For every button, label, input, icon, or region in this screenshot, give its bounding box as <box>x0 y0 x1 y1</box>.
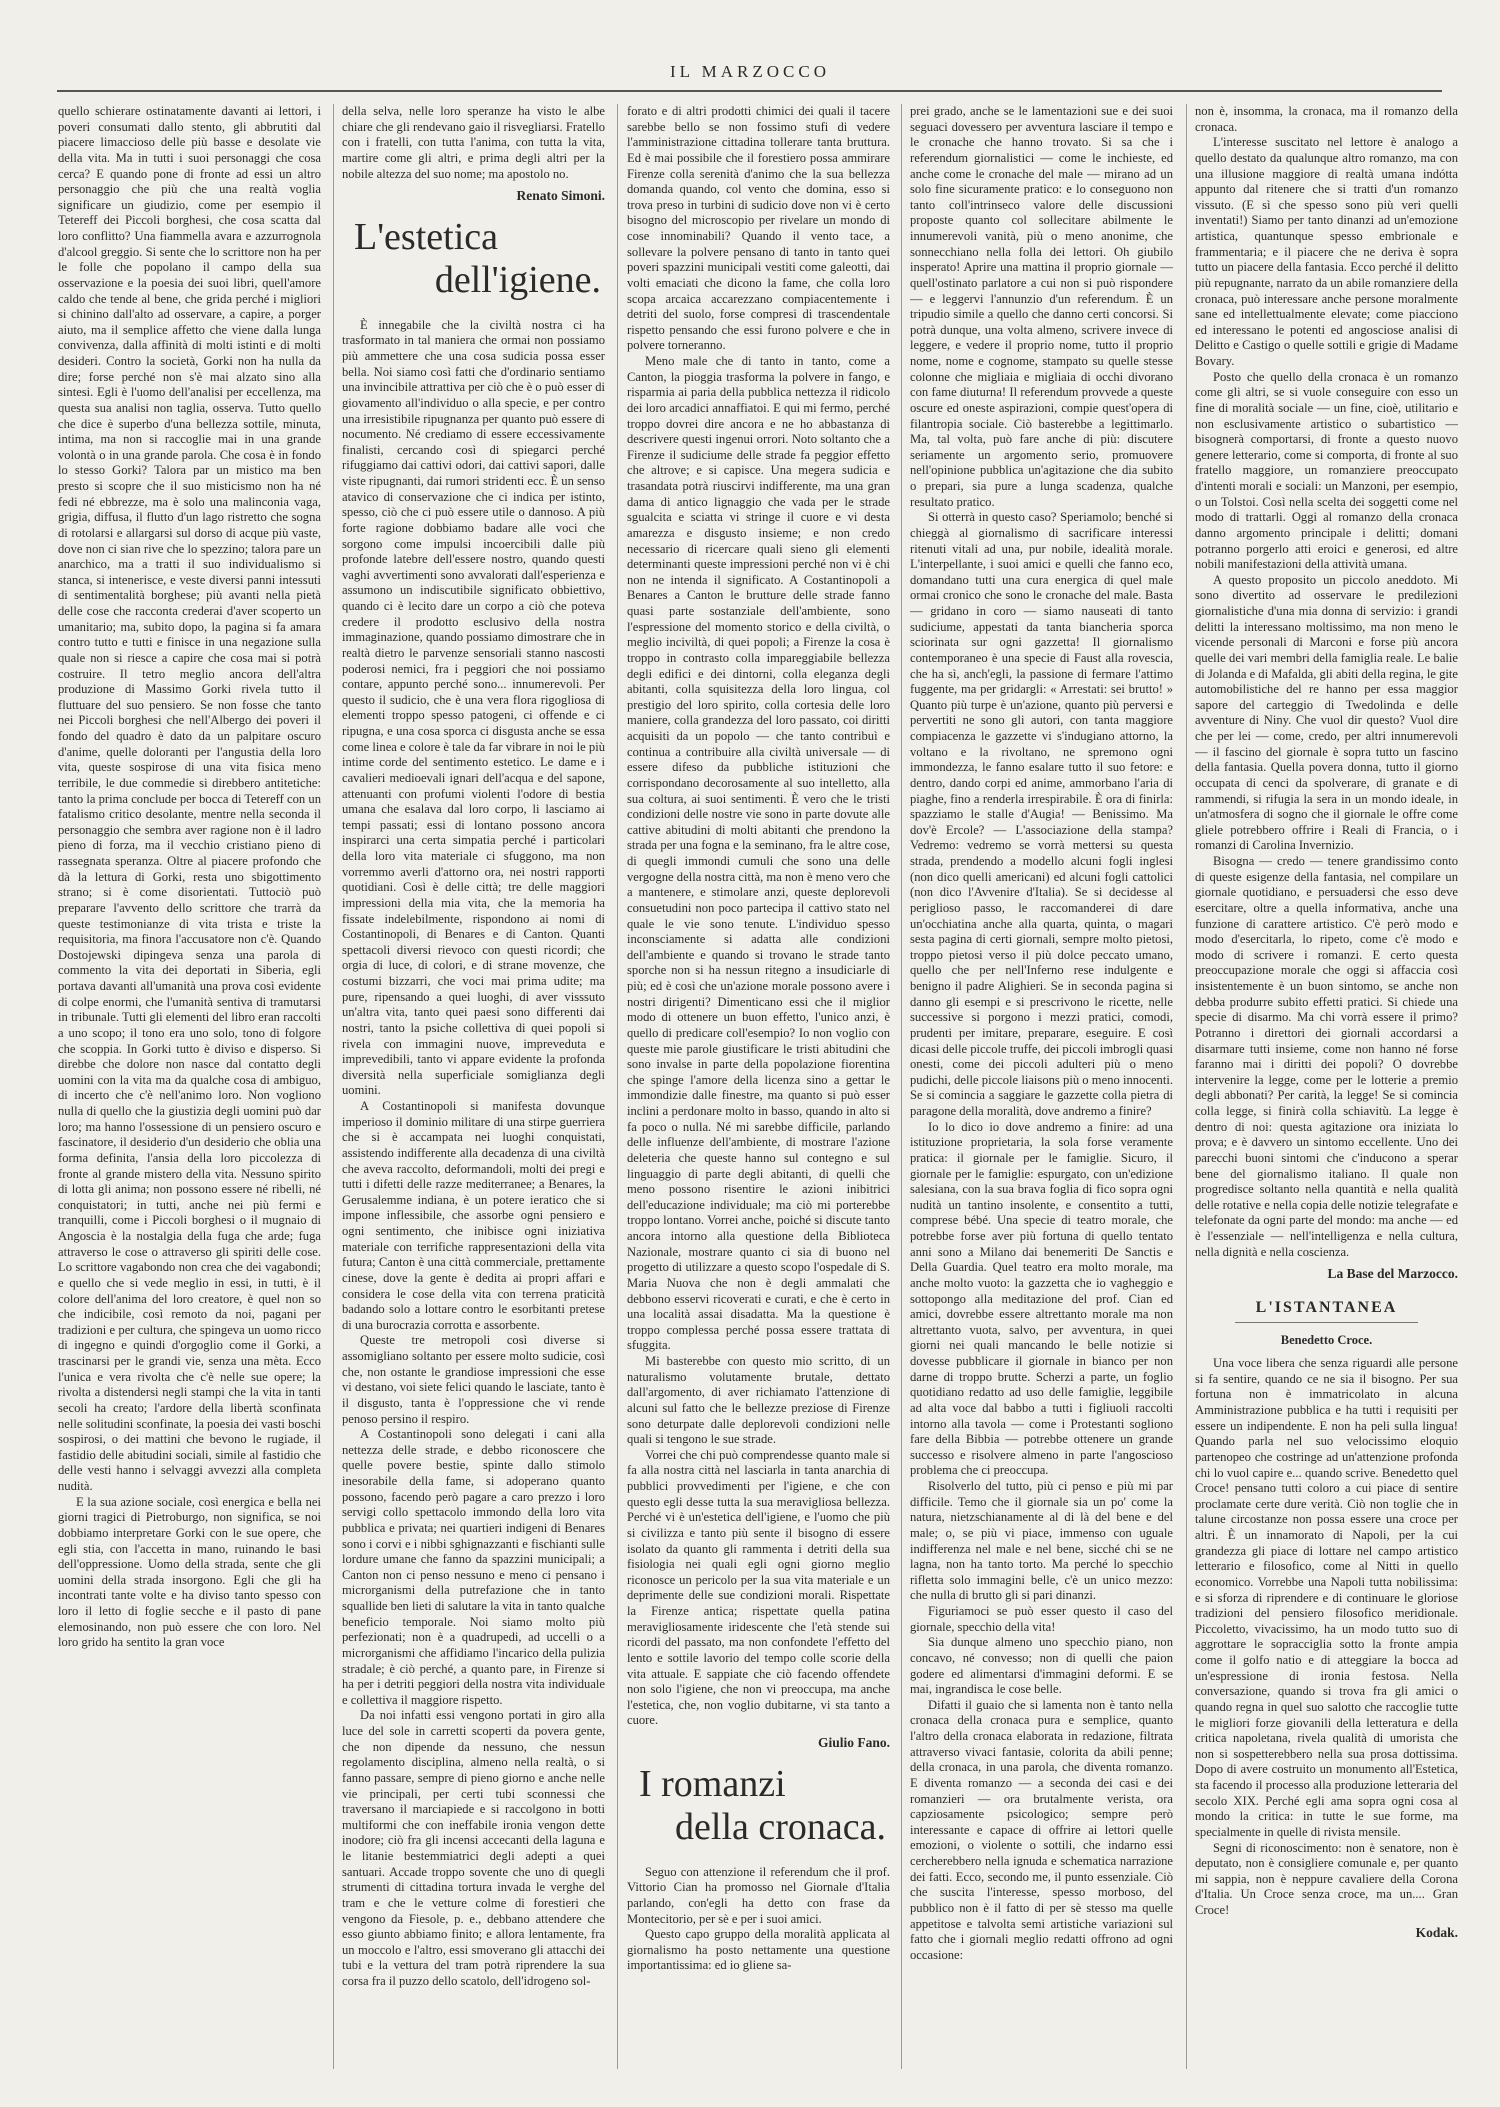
article-paragraph: Una voce libera che senza riguardi alle persone si fa sentire, quando ce ne sia il bisogno. Per sua fortuna non è immatricolato in alcuna Amministrazione pubblica e ha tutti i requisiti per essere un indipendente. E non ha peli sulla lingua! Quando parla nel suo velocissimo eloquio partenopeo che costringe ad un'attenzione profonda chi lo vuol capire e... quando scrive. Benedetto quel Croce! pensano tutti coloro a cui piace di sentire proclamate certe dure verità. Ciò non toglie che in talune circostanze non possa essere una croce per altri. È un innamorato di Napoli, per la cui grandezza gli piace di lottare nel campo artistico letterario e filosofico, come al Nitti in quello economico. Vorrebbe una Napoli tutta nobilissima: e si sforza di riprendere e di continuare le gloriose tradizioni del pensiero filosofico meridionale. Piccoletto, vivacissimo, ha un modo tutto suo di aggrottare le sopracciglia sotto la fronte ampia come il golfo natio e di atteggiare la bocca ad un'espressione di ironia festosa. Nella conversazione, quando si trova fra gli amici o quando regna in quel suo salotto che raccoglie tutte le migliori forze giovanili della letteratura e della critica napoletana, rivela qualità di umorista che non si sospetterebbero nella sua prosa dottissima. Dopo di avere costruito un monumento all'Estetica, sta facendo il processo alla produzione letteraria del secolo XIX. Perché egli ama sopra ogni cosa al mondo la critica: in tutte le sue forme, ma specialmente in quelle di rivista mensile. <box>1195 1356 1458 1839</box>
author-signature: La Base del Marzocco. <box>1327 1266 1458 1282</box>
author-signature: Kodak. <box>1415 1924 1458 1940</box>
section-rule <box>1235 1322 1418 1323</box>
column-3 <box>627 104 890 2079</box>
article-paragraph: Queste tre metropoli così diverse si assomigliano soltanto per essere molto sudicie, così che, non ostante le grandiose impressioni che esse vi destano, voi siete felici quando le lasciate, tanto è il disgusto, tanta è l'oppressione che vi rende penoso persino il respiro. <box>342 1333 605 1426</box>
article-paragraph: della selva, nelle loro speranze ha visto le albe chiare che gli rendevano gaio il risvegliarsi. Fratello con i fratelli, con tutta l'anima, con tutta la vita, martire come gli altri, e prima degli altri per la nobile altezza del suo nome; ma apostolo no. <box>342 104 605 181</box>
newspaper-title: IL MARZOCCO <box>669 62 830 81</box>
article-paragraph: quello schierare ostinatamente davanti ai lettori, i poveri consumati dallo stento, gli abbrutiti dal piacere limaccioso delle più basse e desolate vie della vita. Ma in tutti i suoi personaggi che cosa cerca? E quando pone di fronte ad essi un altro personaggio che più che una realtà voglia significare un giudizio, come per esempio il Tetereff dei Piccoli borghesi, che cosa scatta dal loro conflitto? Una fiammella avara e azzurrognola d'alcool greggio. Si sente che lo scrittore non ha per le folle che popolano il campo della sua osservazione e la poesia dei suoi libri, quell'amore caldo che tende al bene, che grida perché i migliori si chinino dall'alto ad osservare, a capire, a porger aiuto, ma il semplice affetto che viene dalla lunga convivenza, dalla affinità di molti istinti e di molti desideri. Contro la società, Gorki non ha nulla da dire; forse perché non s'è mai alzato sino alla sintesi. Egli è l'uomo dell'analisi per eccellenza, ma questa sua analisi non taglia, osserva. Tutto quello che dice è superbo d'una bellezza sottile, minuta, intima, ma non si raccoglie mai in una grande volontà o in una grande parola. Che cosa è in fondo lo stesso Gorki? Talora par un mistico ma ben presto si scopre che il suo misticismo non ha né fedi né ebbrezze, ma è solo una malinconia vaga, grigia, diffusa, il flutto d'un lago ristretto che sogna di rotolarsi e allargarsi sul dorso di acque più vaste, dove non ci sian rive che lo spezzino; talora pare un anarchico, ma a tratti il suo individualismo si stanca, si intenerisce, e veste diversi panni intessuti di sentimentalità borghese; più avanti nella pietà delle cose che racconta crederai d'aver scoperto un umanitario; ma, subito dopo, la pagina si fa amara contro tutto e tutti e finisce in una negazione sulla quale non si riesce a capire che cosa mai si potrà costruire. Il tetro meglio ancora dell'altra produzione di Massimo Gorki rivela tutto il fluttuare del suo pensiero. Se non fosse che tanto nei Piccoli borghesi che nell'Albergo dei poveri il fondo del quadro è dato da un palpitare oscuro d'anime, quelle doloranti per l'angustia della loro vita, queste sospirose di una vita fisica meno terribile, le due commedie si direbbero antitetiche: tanto la prima conclude per bocca di Tetereff con un fatalismo critico desolante, mentre nella seconda il personaggio che sembra aver ragione non è il ladro pieno di forza, ma il vecchio cristiano pieno di rassegnata speranza. Oltre al piacere profondo che dà la lettura di Gorki, resta uno sbigottimento strano; si è come disorientati. Tuttociò può preparare l'avvento dello scrittore che trarrà da queste testimonianze di vita trista e triste la requisitoria, ma finora l'accusatore non c'è. Quando Dostojewski dipingeva senza una parola di commento la vita dei deportati in Siberia, egli portava davanti all'umanità una prova così evidente di colpe enormi, che l'umanità sentiva di tramutarsi in tribunale. Tutti gli elementi del libro eran raccolti a uno scopo; il tono era uno solo, tono di folgore che scoppia. In Gorki tutto è diviso e disperso. Si direbbe che dolore non nasce dal contatto degli uomini con la vita ma da qualche cosa di ambiguo, di incerto che c'è nell'animo loro. Non vogliono nulla di quello che la giustizia degli uomini può dar loro; ma hanno l'ossessione di un pensiero oscuro e fascinatore, il desiderio d'un desiderio che oblia una forma definita, l'ansia della loro piccolezza di fronte al grande mistero della vita. Nessuno spirito di lotta gli anima; non possono essere né ribelli, né conquistatori; in tutti, anche nei più fermi e tranquilli, come i Piccoli borghesi o il mugnaio di Angoscia è la nostalgia della fuga che arde; fuga attraverso le cose o attraverso gli spiriti delle cose. Lo scrittore vagabondo non crea che dei vagabondi; e quello che si vede meglio in essi, in tutti, è il colore dell'anima del loro creatore, è quel non so che indicibile, così remoto da noi, pagani per tradizioni e per cultura, che spingeva un uomo ricco di ingegno e quindi d'orgoglio come il Gorki, a trascinarsi per le grandi vie, senza una mèta. Ecco l'unica e vera rivolta che c'è nelle sue opere; la rivolta a distendersi negli stampi che la vita in tanti secoli ha creato; l'ardore della libertà sconfinata nelle solitudini sconfinate, la poesia dei vasti boschi sospirosi, o dei mattini che bevono le rugiade, il fastidio delle abitudini sociali, simile al fastidio che delle vesti hanno i selvaggi avvezzi alla completa nudità. <box>58 104 321 1493</box>
column-rule <box>617 104 618 2069</box>
headline-line: I romanzi <box>639 1762 786 1805</box>
article-paragraph: Posto che quello della cronaca è un romanzo come gli altri, se si vuole conseguire con esso un fine di moralità sociale — un fine, cioè, utilitario e non esclusivamente artistico o subartistico — bisognerà comportarsi, di fronte a questo nuovo genere letterario, come si comporta, di fronte al suo fratello maggiore, un romanziere preoccupato d'intenti morali e sociali: un Manzoni, per esempio, o un Tolstoi. Così nella scelta dei soggetti come nel modo di trattarli. Oggi al romanzo della cronaca danno argomento principale i delitti; domani potranno porgerlo atti eroici e generosi, ed altre nobili manifestazioni della attività umana. <box>1195 369 1458 572</box>
author-signature: Renato Simoni. <box>516 188 605 204</box>
headline-line: dell'igiene. <box>434 258 601 301</box>
article-paragraph: È innegabile che la civiltà nostra ci ha trasformato in tal maniera che ormai non possiamo più ammettere che una cosa sudicia possa esser bella. Noi siamo così fatti che d'ordinario sentiamo una invincibile attrattiva per ciò che è o può esser di giovamento all'individuo o alla specie, e per contro una irresistibile ripugnanza per quanto può essere di nocumento. Né crediamo di essere eccessivamente finalisti, cercando così di spiegarci perché rifuggiamo dai cattivi odori, dai cattivi sapori, dalle viste ripugnanti, dai rumori stridenti ecc. È un senso atavico di conservazione che ci indica per istinto, spesso, ciò che ci può essere utile o dannoso. A più forte ragione dobbiamo badare alle voci che sorgono come impulsi incoercibili dalle più profonde latebre dell'essere nostro, quando questi vaghi avvertimenti sono avvalorati dall'esperienza e assumono un indiscutibile significato obbiettivo, quando ci è lecito dare un corpo a ciò che poteva credere il prodotto esclusivo della nostra immaginazione, quando possiamo dimostrare che in realtà dietro le parvenze sensoriali stanno nascosti poderosi nemici, fra i peggiori che noi possiamo contare, appunto perché sono... innumerevoli. Per questo il sudicio, che è una vera flora rigogliosa di elementi troppo spesso patogeni, ci offende e ci ripugna, e una cosa sporca ci disgusta anche se essa come linea e colore è tale da far vibrare in noi le più intime corde del sentimento estetico. Le dame e i cavalieri medioevali ignari dell'acqua e del sapone, attenuanti con profumi violenti l'odore di bestia umana che esalava dal loro corpo, li lasciamo ai tempi passati; essi di lontano possono ancora inspirarci una certa simpatia perché i particolari della loro vita materiale ci sfuggono, ma non vorremmo averli d'attorno ora, nei nostri rapporti quotidiani. Così è delle città; tre delle maggiori impressioni della mia vita, che la memoria ha fissate indelebilmente, rispondono ai nomi di Costantinopoli, di Benares e di Canton. Quanti spettacoli diversi rievoco con questi ricordi; che orgia di luce, di colori, e di strane movenze, che costumi bizzarri, che voci mai prima udite; ma pure, ripensando a quei luoghi, di aver visssuto un'altra vita, tanto quei paesi sono differenti dai nostri, tanto la psiche collettiva di quei popoli si rivela con immagini nuove, impreveduta e imprevedibili, tanto vi appare evidente la profonda diversità nella superficiale somiglianza degli uomini. <box>342 317 605 1098</box>
article-paragraph: Da noi infatti essi vengono portati in giro alla luce del sole in carretti scoperti da povera gente, che non dipende da nessuno, che nessun regolamento disciplina, almeno nella realtà, o si fanno passare, sempre di pieno giorno e anche nelle vie principali, per certi tubi sconnessi che traversano il marciapiede e si raccolgono in botti multiformi che con ineffabile ironia vengon dette inodore; ciò fra gli incensi accecanti della laguna e le litanie bestemmiatrici degli adepti a quei santuari. Accade troppo sovente che uno di quegli strumenti di cittadina tortura invada le verghe del tram e che le vetture colme di forestieri che vengono da Fiesole, p. e., debbano attendere che esso giunto abbiamo finito; e allora lentamente, fra un moccolo e l'altro, essi smoverano gli attacchi dei tubi e la vettura del tram potrà riprendere la sua corsa fra il puzzo dello scatolo, dell'idrogeno sol- <box>342 1708 605 1988</box>
headline-line: L'estetica <box>354 215 498 258</box>
column-2 <box>342 104 605 2079</box>
article-paragraph: Io lo dico io dove andremo a finire: ad una istituzione proprietaria, la sola forse veramente pratica: il giornale per le famiglie. Sicuro, il giornale per le famiglie: espurgato, con un'edizione salesiana, con la sua brava foglia di fico sopra ogni nudità un tantino insolente, e consentito a tutti, comprese bébé. Una specie di teatro morale, che potrebbe forse aver più fortuna di quello tentato anni sono a Milano dai benemeriti De Sanctis e Della Guardia. Quel teatro era molto morale, ma anche molto vuoto: la gazzetta che io vagheggio e sottopongo alla meditazione del prof. Cian ed amici, dovrebbe essere altrettanto morale ma non altrettanto vuota, salvo, per avventura, in quei giorni nei quali mancando le belle notizie si dovesse pubblicare il giornale in bianco per non darne di troppo brutte. Scherzi a parte, un foglio quotidiano redatto ad uso delle famiglie, leggibile ad alta voce dal babbo a tutti i figliuoli raccolti intorno alla tavola — come i Protestanti sogliono fare della Bibbia — potrebbe ottenere un grande successo e risolvere almeno in parte l'angoscioso problema che ci preoccupa. <box>910 1119 1173 1478</box>
article-paragraph: Seguo con attenzione il referendum che il prof. Vittorio Cian ha promosso nel Giornale d'Italia parlando, con'egli ha detto con frase da Montecitorio, per sè e per i suoi amici. <box>627 1864 890 1926</box>
article-paragraph: Meno male che di tanto in tanto, come a Canton, la pioggia trasforma la polvere in fango, e risparmia ai paria della pubblica nettezza il ridicolo dei loro arcadici annaffiatoi. E qui mi fermo, perché troppo dovrei dire ancora e ne ho abbastanza di descrivere questi ingenui orrori. Noto soltanto che a Firenze il sudiciume delle strade fa peggior effetto che altrove; e si capisce. Una megera sudicia e trasandata potrà riuscirvi indifferente, ma una gran dama di antico lignaggio che vada per le strade sgualcita e sciatta vi stringe il cuore e vi desta amarezza e disgusto insieme; e non credo necessario di ricercare quali sieno gli elementi determinanti queste impressioni perché non vi è chi non ne intenda il significato. A Costantinopoli a Benares a Canton le brutture delle strade fanno quasi parte sostanziale dell'ambiente, sono l'espressione del momento storico e della civiltà, o meglio inciviltà, di quei popoli; a Firenze la cosa è troppo in contrasto colla impareggiabile bellezza degli edifici e dei dintorni, colla eleganza degli abitanti, colla squisitezza della loro lingua, col prestigio del loro spirito, colla cortesia delle loro maniere, colla grandezza del loro passato, coi diritti acquisiti da un popolo — che tanto contribuì e continua a contribuire alla civiltà universale — di essere difeso da pubbliche istituzioni che corrispondano decorosamente al suo intelletto, alla sua coltura, ai suoi sentimenti. È vero che le tristi condizioni delle nostre vie sono in parte dovute alle cattive abitudini di molti abitanti che prendono la strada per una fogna e la seminano, fra le altre cose, di quegli immondi cumuli che sono una delle vergogne della nostra città, ma non è meno vero che a mantenere, e stimolare anzi, queste deplorevoli consuetudini non poco partecipa il cattivo stato nel quale le vie sono tenute. L'individuo spesso inconsciamente si adatta alle condizioni dell'ambiente e quando si trovano le strade tanto sporche non si ha nessun ritegno a insudiciarle di più; ed è così che un'azione morale possono avere i nostri dirigenti? Dimenticano essi che il miglior modo di ottenere un buon effetto, l'unico anzi, è quello di predicare coll'esempio? Io non voglio con queste mie parole giustificare le tristi abitudini che sono invalse in parte della popolazione fiorentina che spinge l'amore della licenza sino a gettar le immondizie dalle finestre, ma quanto si può esser inclini a perdonare molto in basso, quando in alto si fa poco o nulla. Né mi sarebbe difficile, parlando delle influenze dell'ambiente, di mostrare l'azione deleteria che queste hanno sul contegno e sul linguaggio di parte degli abitanti, di quelli che meno possono risentire le azioni inibitrici dell'educazione individuale; ma ciò mi porterebbe troppo lontano. Vorrei anche, poiché si discute tanto ancora intorno alla questione della Biblioteca Nazionale, mostrare quanto ci sia di buono nel progetto di utilizzare a questo scopo l'ospedale di S. Maria Nuova che non è degli ammalati che debbono esservi ricoverati e curati, e che è certo in una località assai disadatta. Ma la questione è troppo complessa perché possa essere trattata di sfuggita. <box>627 354 890 1353</box>
column-5 <box>1195 104 1458 2079</box>
article-headline <box>342 216 605 302</box>
article-paragraph: Questo capo gruppo della moralità applicata al giornalismo ha posto nettamente una questione importantissima: ed io gliene sa- <box>627 1927 890 1973</box>
author-signature: Giulio Fano. <box>817 1735 890 1750</box>
article-paragraph: E la sua azione sociale, così energica e bella nei giorni tragici di Pietroburgo, non significa, se noi dobbiamo interpretare Gorki con le sue opere, che egli stia, con l'accetta in mano, ruinando le basi dell'oppressione. Uomo della strada, sente che gli uomini della strada insorgono. Egli che gli ha incontrati tante volte e ha diviso tanto spesso con loro il letto di foglie secche e il pasto di pane elemosinando, non può essere che con loro. Nel loro grido ha sentito la gran voce <box>58 1494 321 1650</box>
column-rule <box>901 104 902 2069</box>
column-rule <box>1186 104 1187 2069</box>
masthead <box>0 0 1500 92</box>
article-paragraph: Vorrei che chi può comprendesse quanto male si fa alla nostra città nel lasciarla in tanta anarchia di pubblici provvedimenti per l'igiene, e che con questo egli desse tutta la sua meravigliosa bellezza. Perché vi è un'estetica dell'igiene, e l'uomo che più si civilizza e tanto più sente il bisogno di essere isolato da quanto gli rammenta i detriti della sua fisiologia nei quali egli ogni giorno meglio riconosce un pericolo per la sua vita materiale e un deprimente delle sue condizioni morali. Rispettate la Firenze antica; rispettate quella patina meravigliosamente iridescente che l'età stende sui ricordi del passato, ma non confondete l'effetto del lento e sottile lavorio del tempo colle scorie della vita attuale. E sappiate che ciò facendo offendete non solo l'igiene, che non vi preoccupa, ma anche l'estetica, che, non voglio dubitarne, vi sta tanto a cuore. <box>627 1447 890 1728</box>
article-paragraph: Difatti il guaio che si lamenta non è tanto nella cronaca della cronaca pura e semplice, quanto l'altro della cronaca elaborata in redazione, filtrata attraverso vivaci fantasie, colorita da abili penne; della cronaca, in una parola, che diventa romanzo. E diventa romanzo — a seconda dei casi e dei romanzieri — ora brutalmente verista, ora capziosamente psicologico; sempre però interessante e capace di offrire ai lettori quelle emozioni, o violente o sottili, che indarno essi cercherebbero nella ignuda e schematica narrazione dei fatti. Ecco, secondo me, il punto essenziale. Ciò che suscita l'interesse, spesso morboso, del pubblico non è il fatto di per sè stesso ma quelle appetitose e talvolta semi artistiche variazioni sul fatto che i giornali meglio redatti offrono ad ogni occasione: <box>910 1697 1173 1962</box>
article-paragraph: non è, insomma, la cronaca, ma il romanzo della cronaca. <box>1195 104 1458 134</box>
article-paragraph: Segni di riconoscimento: non è senatore, non è deputato, non è consigliere comunale e, per quanto mi sappia, non è neppure cavaliere della Corona d'Italia. Un Croce senza croce, ma un.... Gran Croce! <box>1195 1840 1458 1917</box>
article-paragraph: Risolverlo del tutto, più ci penso e più mi par difficile. Temo che il giornale sia un po' come la natura, nietzschianamente al di là del bene e del male; o, se più vi piace, immenso con uguale indifferenza nel male e nel bene, sicché chi se ne lagna, non ha tanto torto. Ma perché lo specchio rifletta solo immagini belle, c'è un unico mezzo: che nulla di brutto gli si pari dinanzi. <box>910 1479 1173 1603</box>
article-paragraph: Mi basterebbe con questo mio scritto, di un naturalismo volutamente brutale, dettato dall'argomento, di aver richiamato l'attenzione di alcuni sul fatto che le bellezze preziose di Firenze sono deturpate dalle deplorevoli condizioni nelle quali si tengono le sue strade. <box>627 1354 890 1447</box>
article-paragraph: Si otterrà in questo caso? Speriamolo; benché si chieggà al giornalismo di sacrificare interessi ritenuti vitali ad una, pur nobile, idealità morale. L'interpellante, i suoi amici e quelli che fanno eco, domandano tutti una cura energica di quel male ormai cronico che sono le cronache del male. Basta — gridano in coro — siamo nauseati di tanto sudiciume, appestati da tanta biancheria sporca sciorinata sur ogni gazzetta! Il giornalismo contemporaneo è una specie di Faust alla rovescia, che ha sì, anch'egli, la passione di fermare l'attimo fuggente, ma per gridargli: « Arrestati: sei brutto! » Quanto più turpe è un'azione, quanto più perversi e pervertiti ne sono gli autori, con tanta maggiore compiacenza le gazzette vi s'indugiano attorno, la voltano e la rivoltano, ne spremono ogni immondezza, le fanno esalare tutto il suo fetore: e dentro, dando corpi ed anime, ammorbano l'aria di piaghe, fino a renderla irrespirabile. È ora di finirla: spazziamo le stalle d'Augia! — Benissimo. Ma dov'è Ercole? — L'associazione della stampa? Vedremo: vedremo se vorrà mettersi su questa strada, prendendo a modello alcuni fogli inglesi (non dico quelli americani) ed alcuni fogli cattolici (non dico l'Avvenire d'Italia). Se si decidesse al periglioso passo, le raccomanderei di dare un'occhiatina anche alla quarta, quinta, o magari sesta pagina di certi giornali, sempre molto pietosi, troppo pietosi verso il più dolce peccato umano, quello che per nell'Inferno rese indulgente e benigno il padre Alighieri. Se in seconda pagina si danno gli esempi e si prescrivono le ricette, nelle successive si porgono i mezzi pratici, comodi, prudenti per imitare, preparare, eseguire. E così dicasi delle piccole truffe, dei piccoli imbrogli quasi onesti, come dei piccoli adulteri più o meno pudichi, delle piccole liaisons più o meno innocenti. Se si comincia a saggiare le gazzette colla pietra di paragone della moralità, dove andremo a finire? <box>910 510 1173 1118</box>
column-4 <box>910 104 1173 2079</box>
article-paragraph: Sia dunque almeno uno specchio piano, non concavo, né convesso; non di quelli che paion godere ed alimentarsi d'immagini deformi. E se mai, ingrandisca le cose belle. <box>910 1635 1173 1697</box>
column-1 <box>58 104 321 2079</box>
article-paragraph: A Costantinopoli sono delegati i cani alla nettezza delle strade, e debbo riconoscere che quelle povere bestie, spinte dallo stimolo inesorabile della fame, si adoperano quanto possono, facendo però pagare a caro prezzo i loro servigi collo spettacolo immondo della loro vita pubblica e privata; nei quartieri indigeni di Benares sono i corvi e i nibbi sghignazzanti e fischianti sulle lordure umane che fanno da spazzini municipali; a Canton non ci penso nessuno e meno ci pensano i microrganismi della putrefazione che in tanto squallide ben lieti di salutare la vita in tanto qualche beneficio temporale. Noi siamo molto più perfezionati; non è a quadrupedi, ad uccelli o a microrganismi che affidiamo l'incarico della pulizia stradale; è ciò perché, a quanto pare, in Firenze si ha per i detriti peggiori della nostra vita individuale e collettiva il maggiore rispetto. <box>342 1427 605 1707</box>
section-subtitle: Benedetto Croce. <box>1280 1332 1373 1347</box>
article-headline <box>627 1763 890 1849</box>
article-paragraph: prei grado, anche se le lamentazioni sue e dei suoi seguaci dovessero per avventura lasciare il tempo e le cronache che hanno trovato. Si sa che i referendum giornalistici — come le inchieste, ed anche come le cronache del male — mirano ad un solo fine sicuramente pratico: e lo conseguono non tanto coll'intrinseco valore delle discussioni proposte quanto col sollecitare abilmente le innumerevoli vanità, più o meno anonime, che sonnecchiano nella folla dei lettori. Oh giubilo insperato! Aprire una mattina il proprio giornale — quell'ostinato parlatore a cui non si può rispondere — e leggervi l'annunzio d'un referendum. È un tripudio simile a quello che danno certi concorsi. Si potrà dunque, una volta almeno, scrivere invece di leggere, e vedere il proprio nome, tutto il proprio nome, nome e cognome, stampato su quelle stesse colonne che migliaia e migliaia di occhi divorano con fame diuturna! Il referendum provvede a queste oscure ed oneste aspirazioni, compie quest'opera di filantropia sociale. Ciò basterebbe a legittimarlo. Ma, tal volta, può fare anche di più: discutere seriamente un argomento serio, promuovere nell'opinione pubblica un'agitazione che dia subito o prepari, sia pure a lunga scadenza, qualche resultato pratico. <box>910 104 1173 509</box>
column-rule <box>333 104 334 2069</box>
article-paragraph: forato e di altri prodotti chimici dei quali il tacere sarebbe bello se non fossimo stufi di vedere l'amministrazione cittadina tollerare tanta bruttura. Ed è mai possibile che il forestiero possa ammirare Firenze colla serenità d'animo che la sua bellezza domanda quando, col vento che domina, esso si trova preso in turbini di sudicio dove non vi è certo bisogno del microscopio per rivelare un mondo di cose innominabili? Quando il vento tace, a sollevare la polvere pensano di tanto in tanto quei poveri spazzini municipali vestiti come galeotti, dai volti emaciati che dicono la fame, che colla loro scopa arcaica accarezzano compiacentemente i detriti del suolo, forse compresi di trascendentale rispetto pensando che essi furono polvere e che in polvere torneranno. <box>627 104 890 353</box>
article-paragraph: A questo proposito un piccolo aneddoto. Mi sono divertito ad osservare le predilezioni giornalistiche d'una mia donna di servizio: i grandi delitti la interessano moltissimo, ma non meno le vicende personali di Marconi e forse più ancora quelle dei vari membri della famiglia reale. Le balie di Jolanda e di Mafalda, gli abiti della regina, le gite automobilistiche del re hanno per essa maggior sapore del carteggio di Twedolinda e delle avventure di Niny. Che vuol dir questo? Vuol dire che per lei — come, credo, per altri innumerevoli — il fascino del giornale è sopra tutto un fascino della fantasia. Quella povera donna, tutto il giorno occupata di cenci da spolverare, di granate e di rammendi, si rifugia la sera in un mondo ideale, in un'atmosfera di sogno che il giornale le offre come gliele potrebbero offrire i Reali di Francia, o i romanzi di Carolina Invernizio. <box>1195 572 1458 853</box>
article-paragraph: Bisogna — credo — tenere grandissimo conto di queste esigenze della fantasia, nel compilare un giornale quotidiano, e persuadersi che esso deve esercitare, oltre a quella informativa, anche una funzione di carattere artistico. C'è però modo e modo d'esercitarla, lo ripeto, come c'è modo e modo di scrivere i romanzi. E certo questa preoccupazione morale che oggi si affaccia così insistentemente è un buon sintomo, se anche non debba produrre subito effetti pratici. Si chiede una specie di disarmo. Ma chi vorrà essere il primo? Potranno i direttori dei giornali accordarsi a disarmare tutti insieme, come non hanno né forse faranno mai i diritti dei popoli? O dovrebbe intervenire la legge, come per le lotterie a premio degli abbonati? Per carità, la legge! Se si comincia colla legge, si finirà colla schiavitù. La legge è dentro di noi: questa agitazione ora iniziata lo prova; e è davvero un sintomo eccellente. Uno dei parecchi buoni sintomi che c'inducono a sperar bene del giornalismo italiano. Il quale non progredisce soltanto nella quantità e nella qualità delle rotative e nella copia delle notizie telegrafate e telefonate da ogni parte del mondo: ma anche — ed è l'essenziale — nell'intelligenza e nella cultura, nella dignità e nella coscienza. <box>1195 854 1458 1259</box>
header-rule <box>57 90 1442 92</box>
article-paragraph: Figuriamoci se può esser questo il caso del giornale, specchio della vita! <box>910 1604 1173 1634</box>
headline-line: della cronaca. <box>675 1805 886 1848</box>
section-title: L'ISTANTANEA <box>1255 1298 1398 1316</box>
article-paragraph: L'interesse suscitato nel lettore è analogo a quello destato da qualunque altro romanzo, ma con una illusione maggiore di realtà umana indótta appunto dal ritenere che si tratti d'un romanzo vissuto. (E sì che spesso sono più veri quelli inventati!) Siamo per tanto dinanzi ad un'emozione artistica, quantunque spesso embrionale e frammentaria; e il piacere che ne deriva è sopra tutto un piacere della fantasia. Ecco perché il delitto più repugnante, narrato da un abile romanziere della cronaca, può interessare anche persone moralmente sane ed intellettualmente elevate; come piacciono ed interessano le potenti ed angosciose analisi di Delitto e Castigo o quelle sottili e grigie di Madame Bovary. <box>1195 135 1458 368</box>
article-paragraph: A Costantinopoli si manifesta dovunque imperioso il dominio militare di una stirpe guerriera che si è accampata nei luoghi conquistati, assistendo indifferente alla decadenza di una civiltà che aveva raccolto, deformandoli, molti dei pregi e tutti i difetti delle razze mediterranee; a Benares, la Gerusalemme indiana, è un potere ieratico che si impone inflessibile, che assorbe ogni pensiero e ogni sentimento, che inibisce ogni iniziativa materiale con terrifiche rappresentazioni della vita futura; Canton è una città commerciale, prettamente cinese, dove la gente è dedita ai propri affari e considera le cose della vita con terrena praticità badando solo a lottare contro le esorbitanti pretese di una burocrazia corrotta e assorbente. <box>342 1099 605 1332</box>
